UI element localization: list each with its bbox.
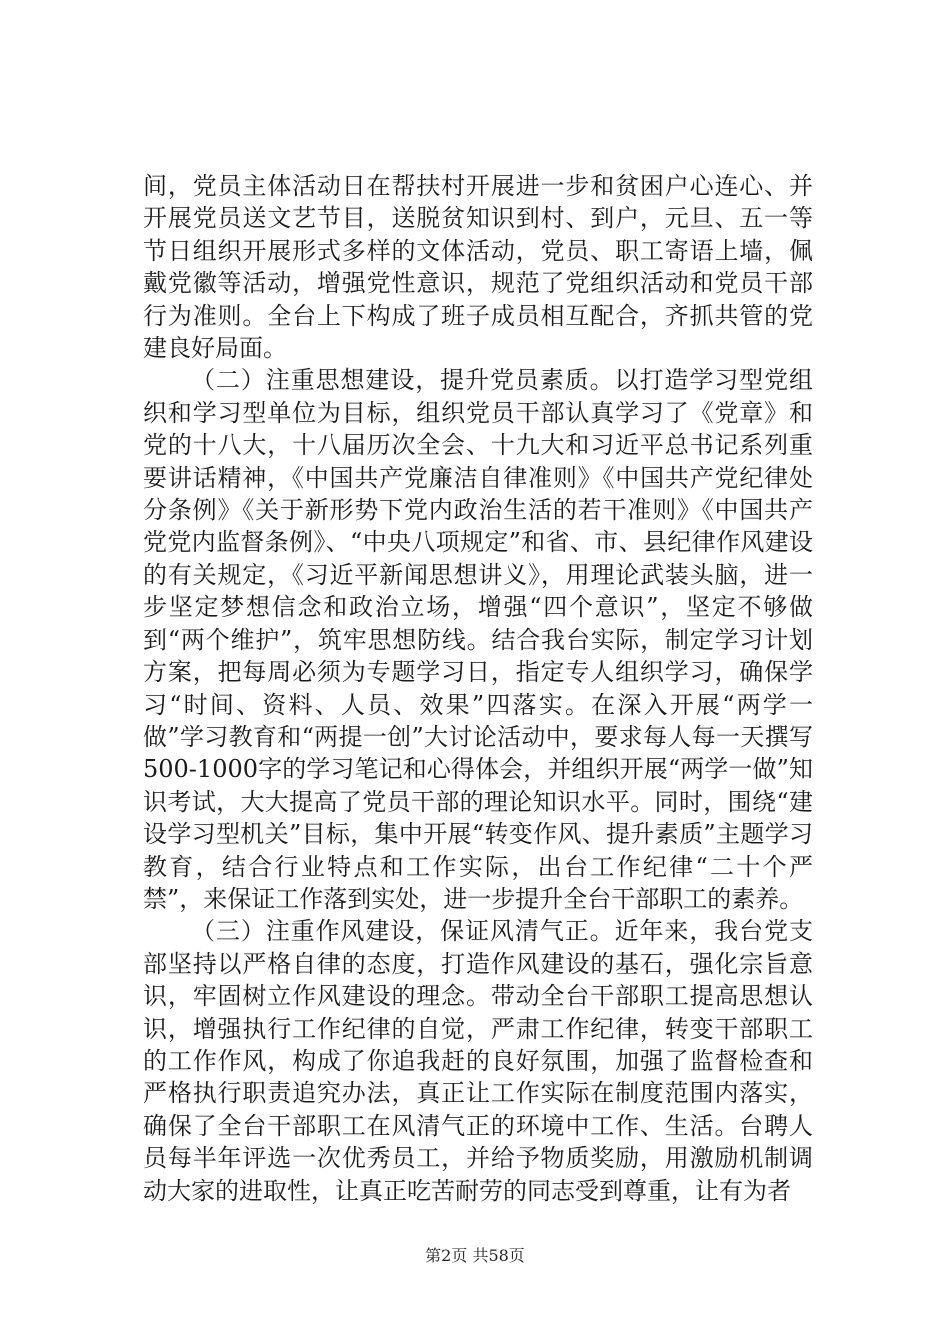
paragraph-thought-building: （二）注重思想建设，提升党员素质。以打造学习型党组织和学习型单位为目标，组织党员干部认真学习了《党章》和党的十八大，十八届历次全会、十九大和习近平总书记系列重要讲话精神，《中国共产党廉洁自律准则》《中国共产党纪律处分条例》《关于新形势下党内政治生活的若干准则》《中国共产党党内监督条例》、“中央八项规定”和省、市、县纪律作风建设的有关规定，《习近平新闻思想讲义》，用理论武装头脑，进一步坚定梦想信念和政治立场，增强“四个意识”，坚定不够做到“两个维护”，筑牢思想防线。结合我台实际，制定学习计划方案，把每周必须为专题学习日，指定专人组织学习，确保学习“时间、资料、人员、效果”四落实。在深入开展“两学一做”学习教育和“两提一创”大讨论活动中，要求每人每一天撰写500-1000字的学习笔记和心得体会，并组织开展“两学一做”知识考试，大大提高了党员干部的理论知识水平。同时，围绕“建设学习型机关”目标，集中开展“转变作风、提升素质”主题学习教育，结合行业特点和工作实际，出台工作纪律“二十个严禁”，来保证工作落到实处，进一步提升全台干部职工的素养。 (143, 366, 813, 913)
document-body (143, 170, 813, 1207)
paragraph-style-building: （三）注重作风建设，保证风清气正。近年来，我台党支部坚持以严格自律的态度，打造作风建设的基石，强化宗旨意识，牢固树立作风建设的理念。带动全台干部职工提高思想认识，增强执行工作纪律的自觉，严肃工作纪律，转变干部职工的工作作风，构成了你追我赶的良好氛围，加强了监督检查和严格执行职责追究办法，真正让工作实际在制度范围内落实，确保了全台干部职工在风清气正的环境中工作、生活。台聘人员每半年评选一次优秀员工，并给予物质奖励，用激励机制调动大家的进取性，让真正吃苦耐劳的同志受到尊重，让有为者 (143, 917, 813, 1205)
page-footer: 第2页 共58页 (425, 1246, 525, 1265)
paragraph-continuation: 间，党员主体活动日在帮扶村开展进一步和贫困户心连心、并开展党员送文艺节目，送脱贫知识到村、到户，元旦、五一等节日组织开展形式多样的文体活动，党员、职工寄语上墙，佩戴党徽等活动，增强党性意识，规范了党组织活动和党员干部行为准则。全台上下构成了班子成员相互配合，齐抓共管的党建良好局面。 (143, 172, 813, 363)
